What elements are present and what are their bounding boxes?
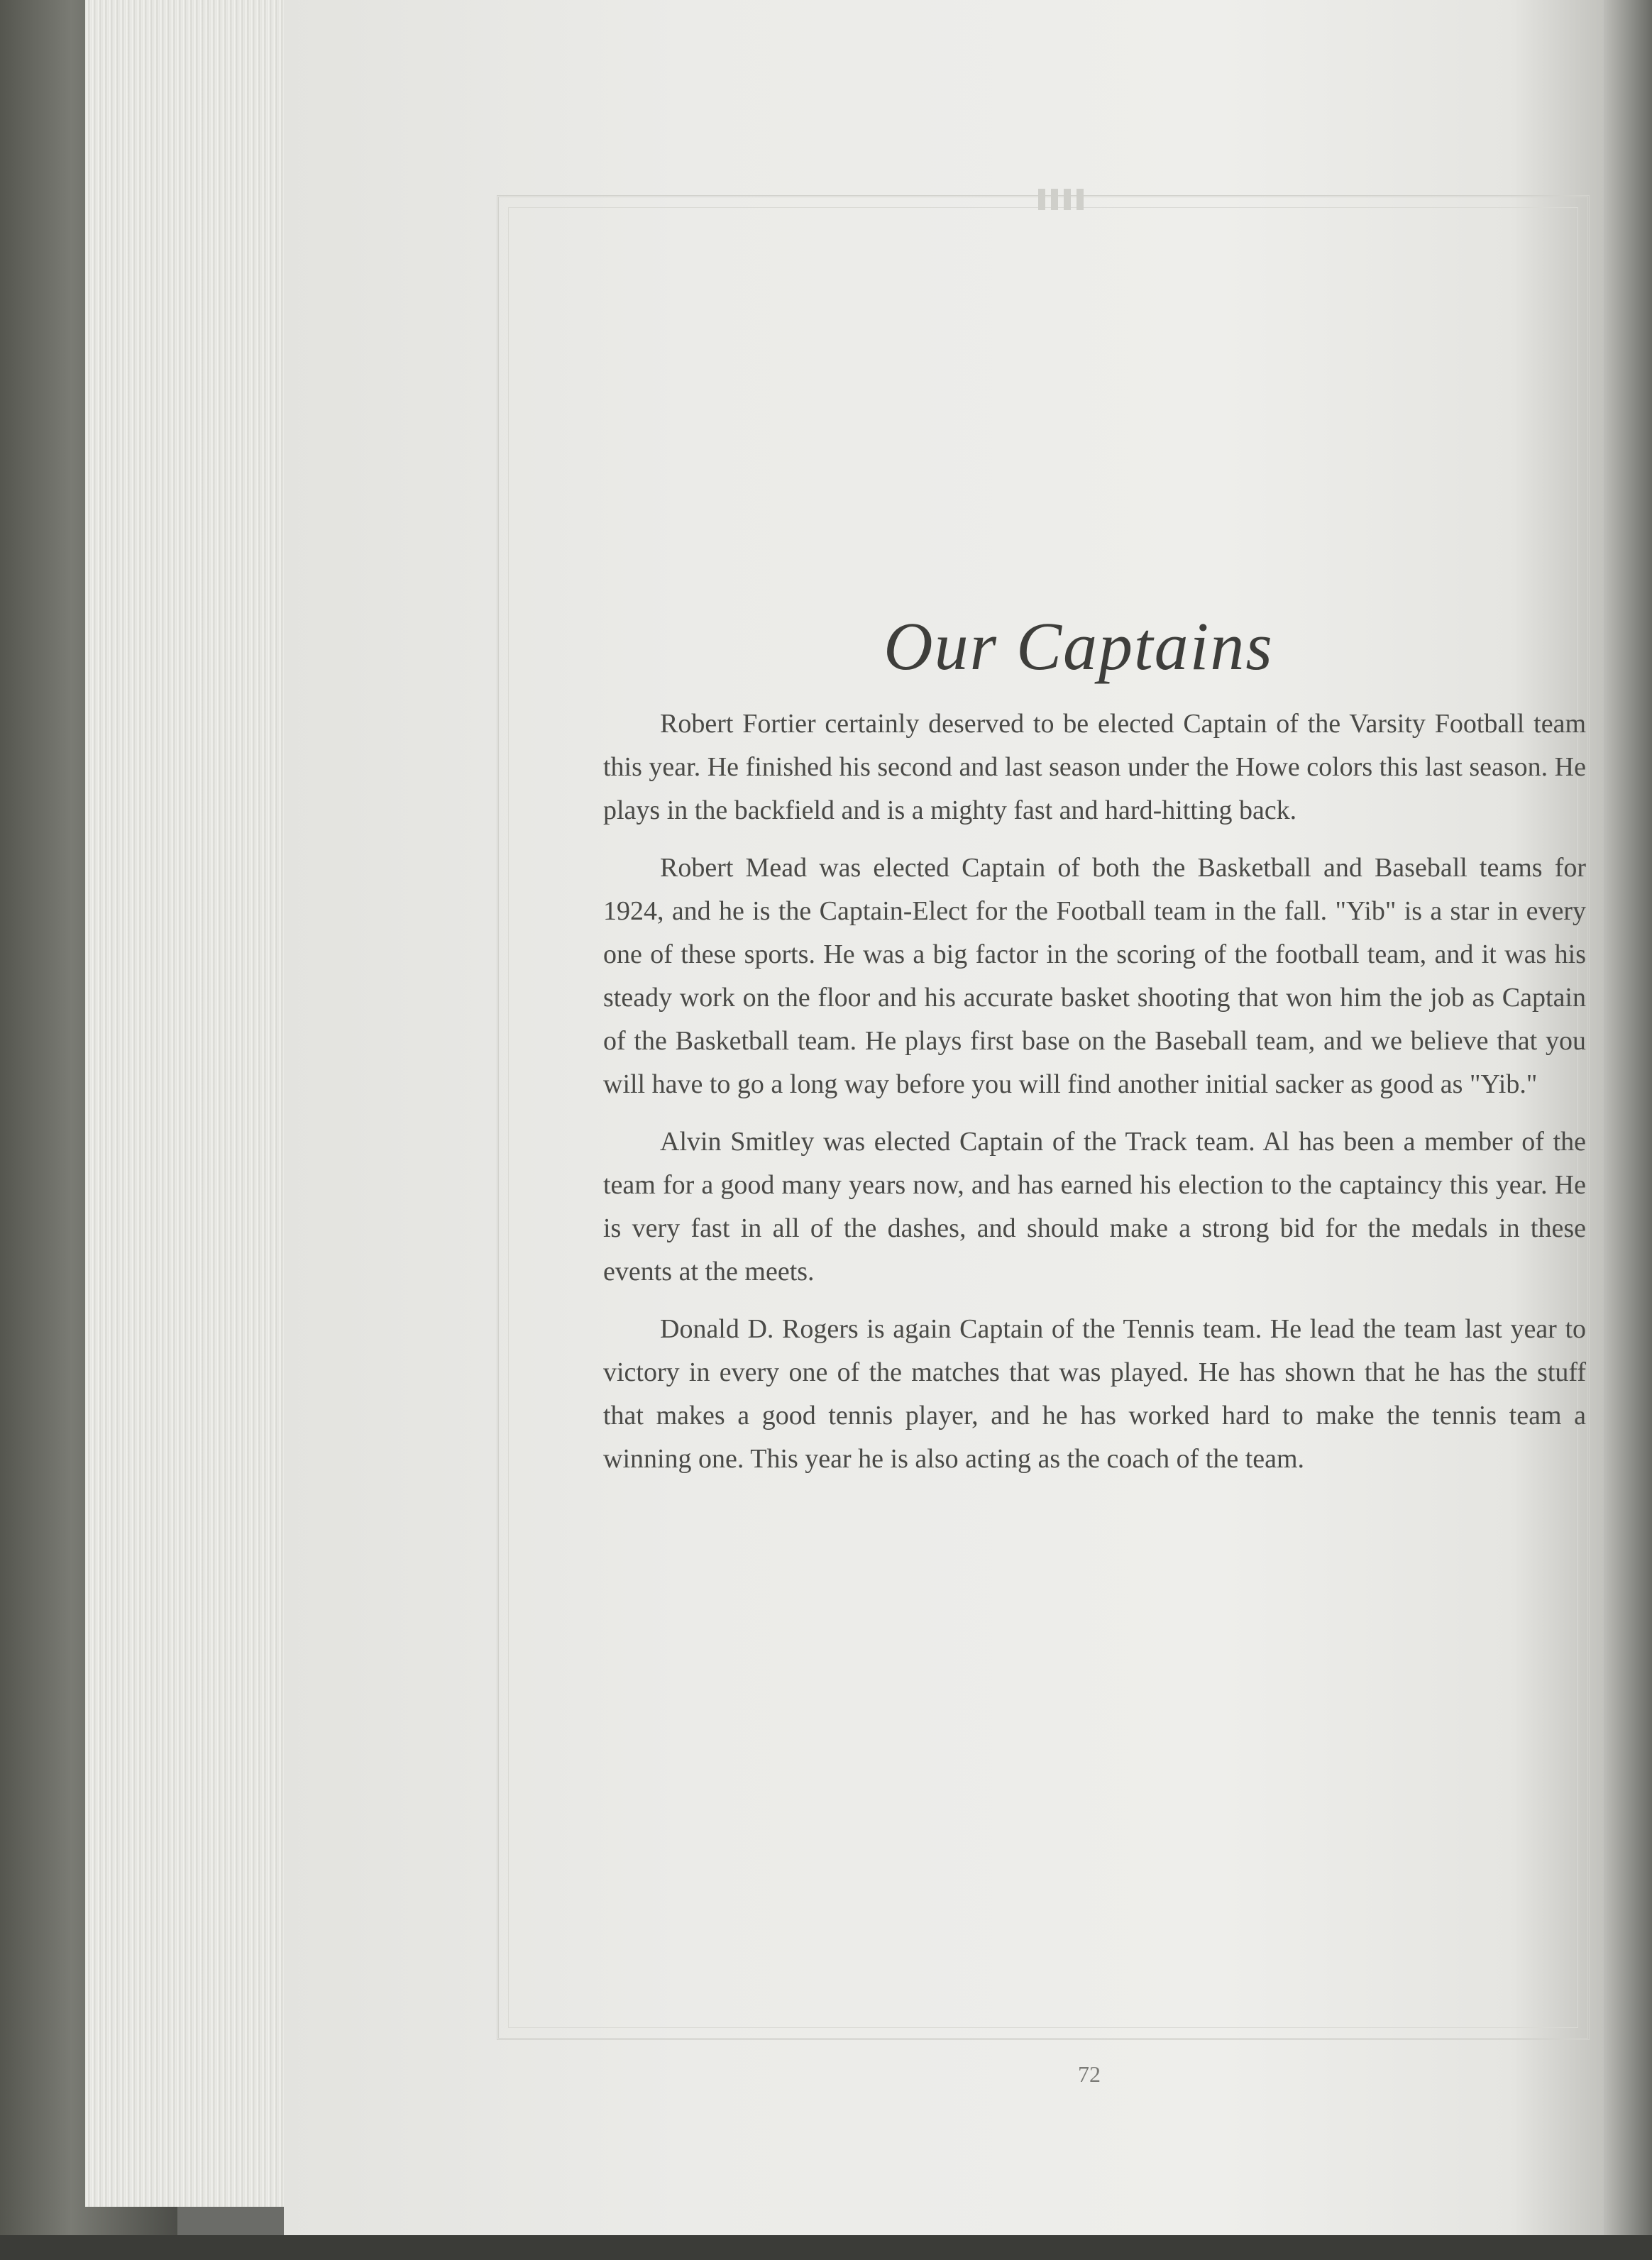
page-number: 72 — [1078, 2061, 1101, 2087]
paragraph-rogers: Donald D. Rogers is again Captain of the Tennis team. He lead the team last year to victory in every one of the matches that was played. He has shown that he has the stuff that makes a good tennis player, and he has worked hard to make the tennis team a winning one. This year he is also acting as the coach of the team. — [603, 1314, 1586, 1474]
page-title: Our Captains — [883, 608, 1274, 684]
paragraph-smitley: Alvin Smitley was elected Captain of the Track team. Al has been a member of the team for a good many years now, and has earned his election to the captaincy this year. He is very fast in all of the dashes, and should make a strong bid for the medals in these events at the meets. — [603, 1127, 1586, 1286]
paragraph-mead: Robert Mead was elected Captain of both the Basketball and Baseball teams for 1924, and he is the Captain-Elect for the Football team in the fall. "Yib" is a star in every one of these sports. He was a big factor in the scoring of the football team, and it was his steady work on the floor and his accurate basket shooting that won him the job as Captain of the Basketball team. He plays first base on the Baseball team, and we believe that you will have to go a long way before you will find another initial sacker as good as "Yib." — [603, 853, 1586, 1099]
page-edges — [85, 0, 298, 2207]
page-right-edge — [1604, 0, 1652, 2260]
bottom-shadow — [0, 2235, 1652, 2260]
article-body — [603, 702, 1586, 1495]
border-ornament — [1022, 189, 1100, 210]
paragraph-fortier: Robert Fortier certainly deserved to be elected Captain of the Varsity Football team this year. He finished his second and last season under the Howe colors this last season. He plays in the backfield and is a mighty fast and hard-hitting back. — [603, 709, 1586, 825]
